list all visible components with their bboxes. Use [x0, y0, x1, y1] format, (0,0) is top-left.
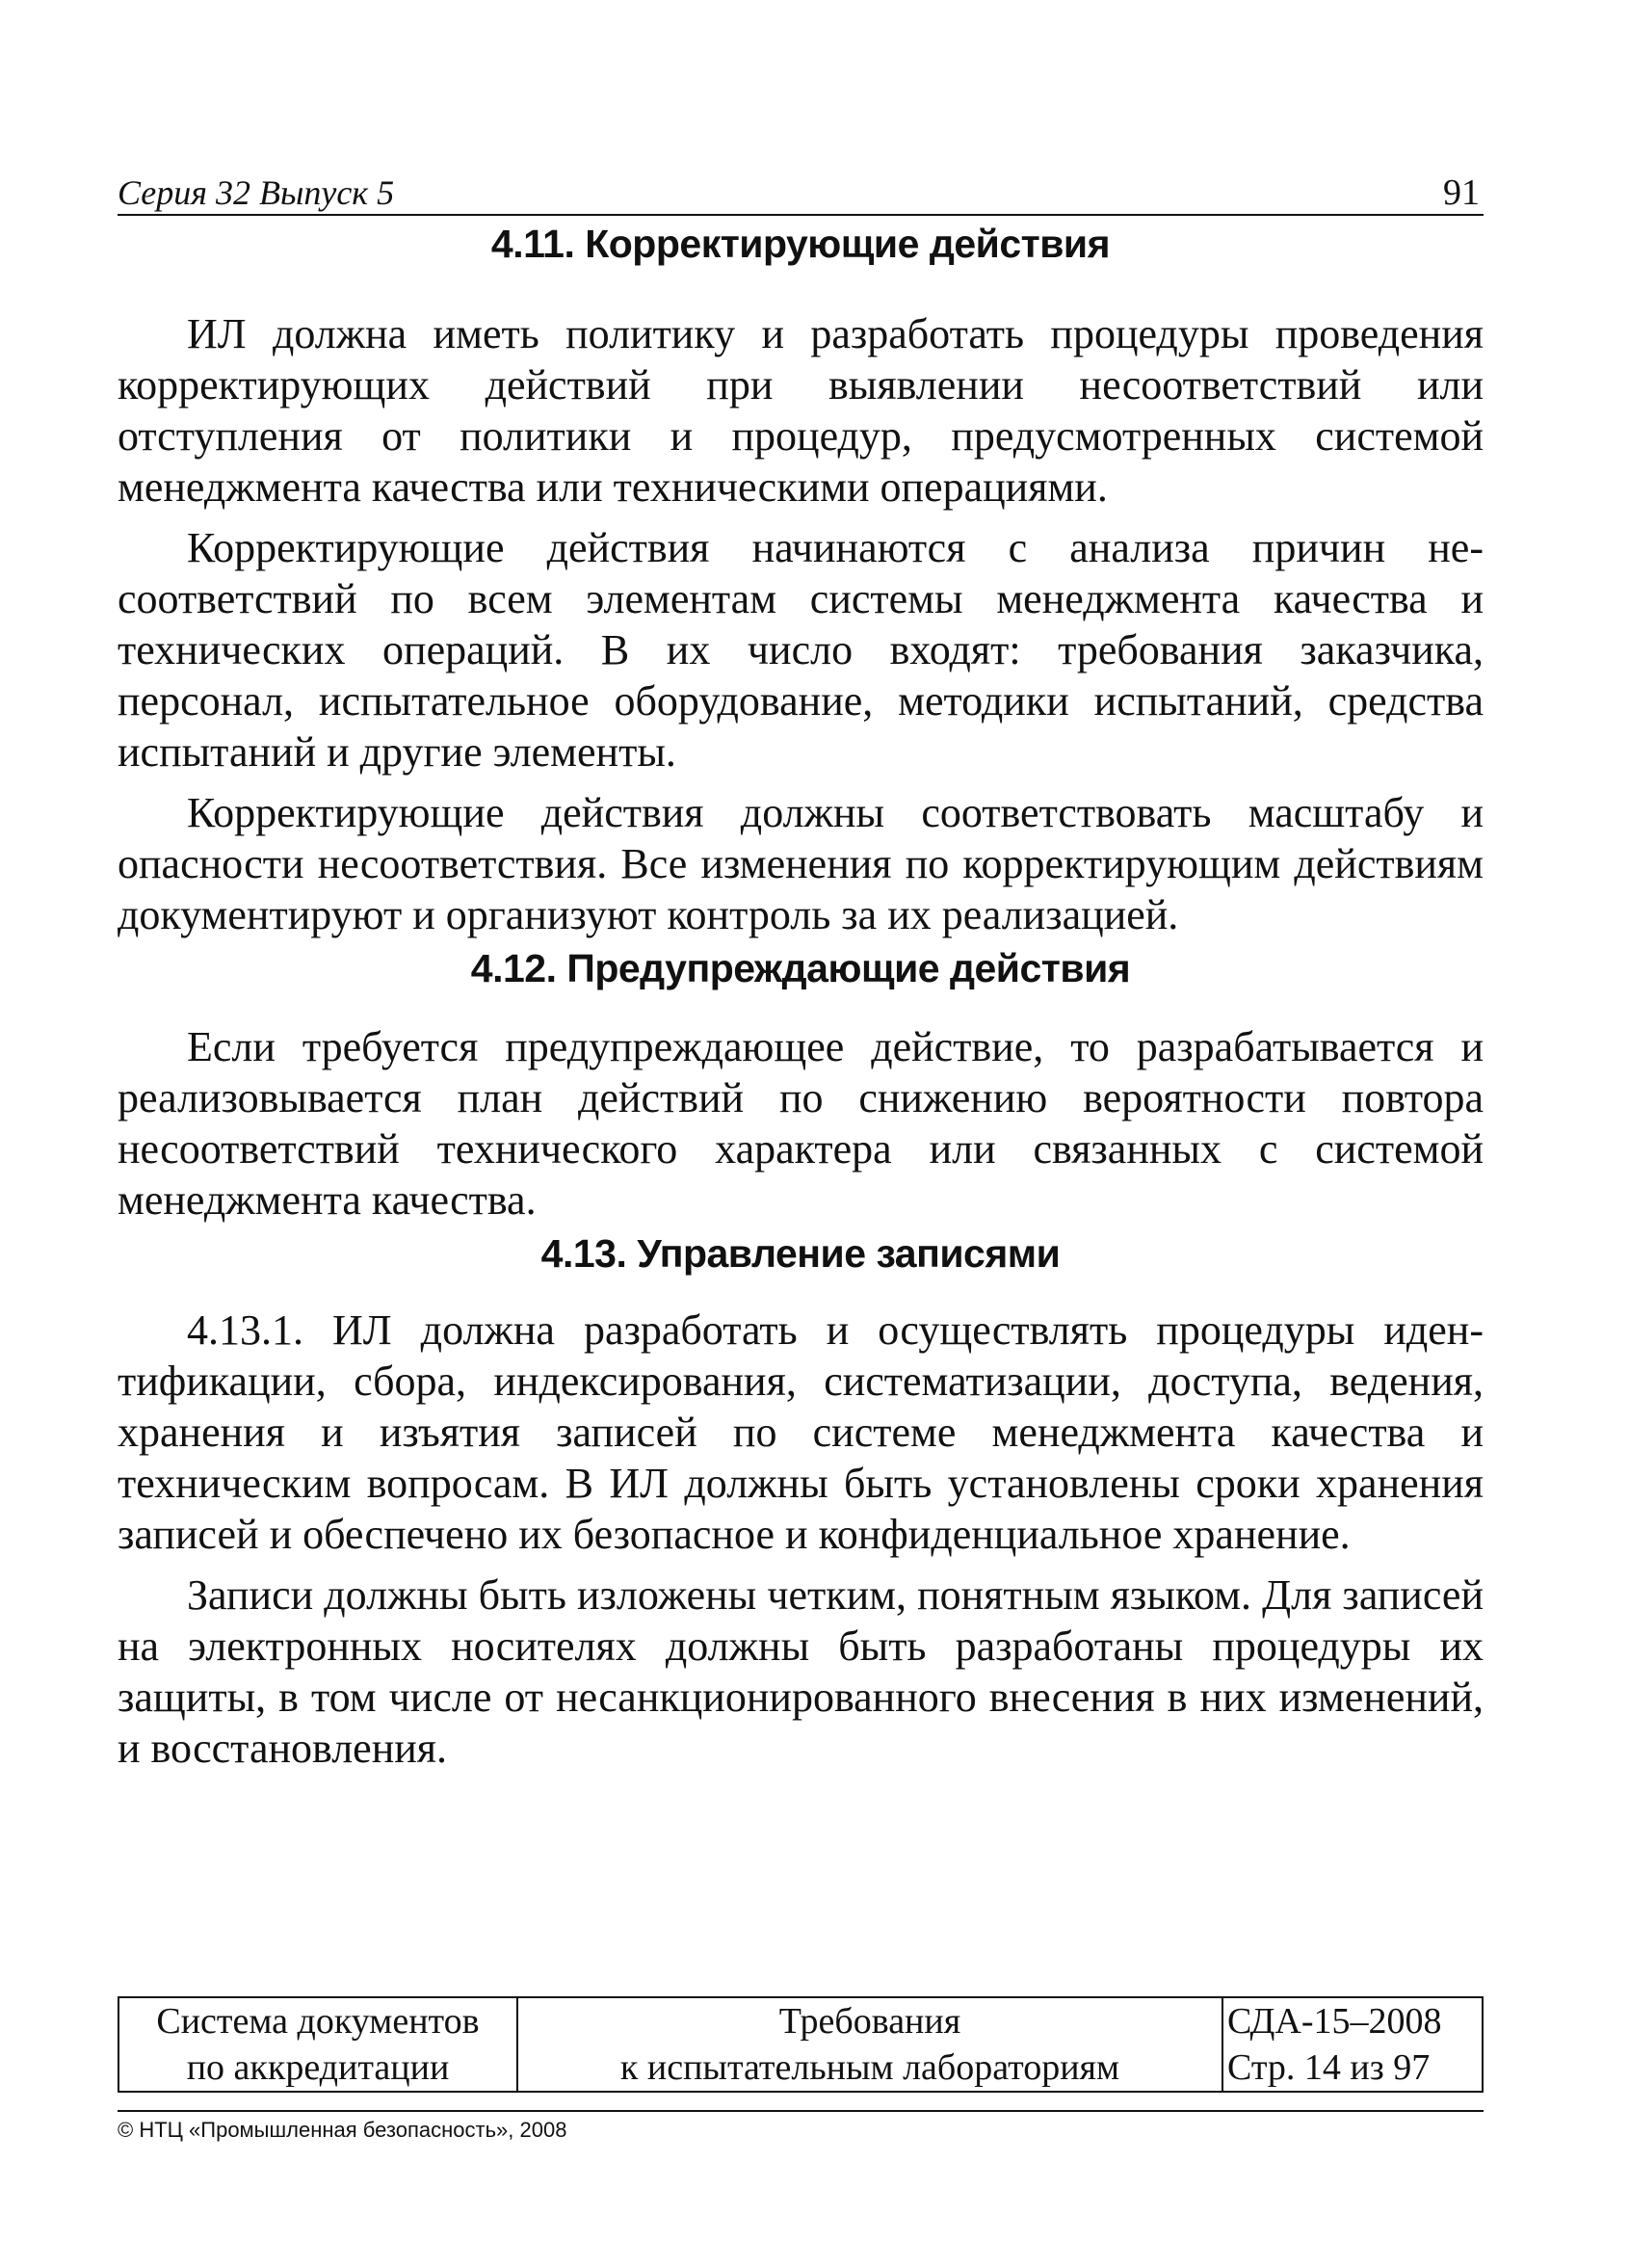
footer-page-counter: Стр. 14 из 97 [1227, 2047, 1431, 2088]
copyright-notice: © НТЦ «Промышленная безопасность», 2008 [118, 2110, 1484, 2143]
page-number: 91 [1443, 172, 1480, 213]
footer-system-line2: по аккредитации [186, 2047, 450, 2088]
paragraph: Записи должны быть изложены четким, понятным языком. Для записей на электронных носителях должны быть разработаны процедуры их защиты, в том числе от несанкционированного внесения в них изменений, и восстановления. [118, 1571, 1484, 1772]
footer-code-cell [1222, 1997, 1483, 2092]
paragraph: Корректирующие действия должны соответствовать масштабу и опасности несоответствия. Все изменения по корректирующим действиям документируют и организуют контроль за их реализацией. [118, 789, 1484, 938]
footer-system-line1: Система документов [156, 2001, 480, 2042]
running-header [118, 162, 1484, 216]
section-heading-4-12: 4.12. Предупреждающие действия [470, 946, 1131, 990]
footer-requirements-line1: Требования [778, 2001, 961, 2042]
document-footer-table [118, 1996, 1484, 2093]
footer-requirements-cell [517, 1997, 1222, 2092]
section-heading-4-11: 4.11. Корректирующие действия [490, 222, 1111, 266]
paragraph: ИЛ должна иметь политику и разработать процедуры проведения корректирующих действий при выявлении несоответствий или отступления от политики и процедур, предусмотренных системой менеджмента качества или техническими операциями. [118, 310, 1484, 511]
footer-doc-code: СДА-15–2008 [1227, 2001, 1442, 2042]
paragraph: Корректирующие действия начинаются с анализа причин несоответствий по всем элементам системы менеджмента качества и технических операций. В их число входят: требования заказчика, персонал, испытательное оборудование, методики испытаний, средства испытаний и другие элементы. [118, 524, 1484, 776]
footer-system-cell [118, 1997, 517, 2092]
footer-requirements-line2: к испытательным лабораториям [619, 2047, 1120, 2088]
paragraph: Если требуется предупреждающее действие, то разрабатывается и реализовывается план действий по снижению вероятности повтора несоответствий технического характера или связанных с системой менеджмента качества. [118, 1023, 1484, 1224]
series-title: Серия 32 Выпуск 5 [118, 173, 395, 212]
document-page [118, 162, 1484, 1774]
paragraph: 4.13.1. ИЛ должна разработать и осуществлять процедуры идентификации, сбора, индексирования, систематизации, доступа, ведения, хранения и изъятия записей по системе менеджмента качества и техническим вопросам. В ИЛ должны быть установлены сроки хранения записей и обеспечено их безопасное и конфиденциальное хранение. [118, 1306, 1484, 1558]
section-heading-4-13: 4.13. Управление записями [540, 1231, 1061, 1276]
